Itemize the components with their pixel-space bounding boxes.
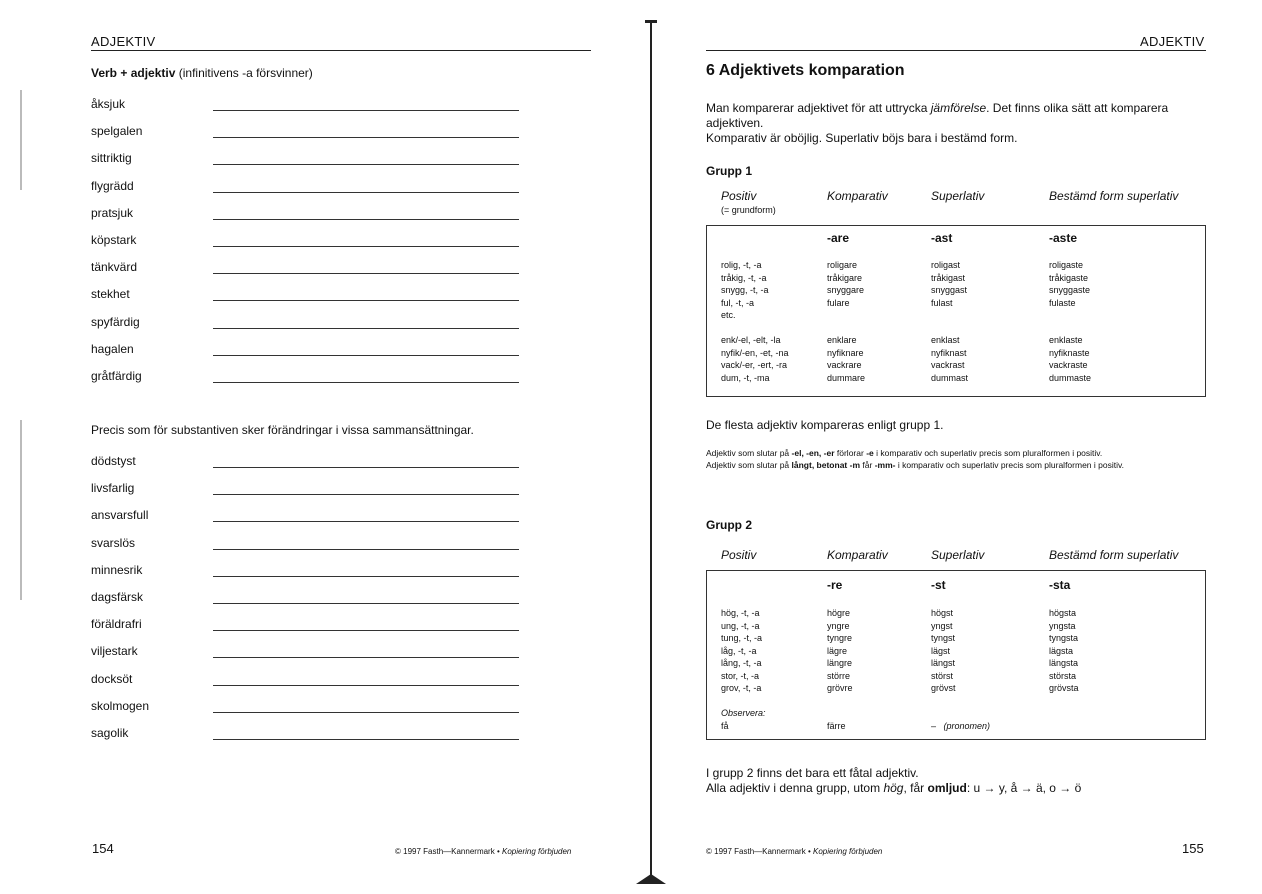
answer-line[interactable] [213,739,519,740]
page-number: 154 [92,841,114,856]
exercise-word: dagsfärsk [91,590,144,604]
copyright: © 1997 Fasth—Kannermark • Kopiering förbjuden [706,847,883,856]
answer-line[interactable] [213,521,519,522]
right-page [632,0,1262,894]
suffix-komparativ: -are [827,231,850,245]
answer-line[interactable] [213,110,519,111]
exercise-word: tänkvärd [91,260,138,275]
g2-bestamd: högsta yngsta tyngsta lägsta längsta största grövsta [1049,608,1079,693]
suffix-superlativ: -ast [931,231,953,245]
exercise-word: åksjuk [91,97,126,111]
g1-bestamd-block-2: enklaste nyfiknaste vackraste dummaste [1049,335,1092,383]
exercise-word: ansvarsfull [91,508,149,523]
exercise-word: pratsjuk [91,205,134,220]
exercise-word: sittriktig [91,151,132,166]
section-title [91,66,313,80]
g2-positiv: hög, -t, -a ung, -t, -a tung, -t, -a låg, -t, -a lång, -t, -a stor, -t, -a grov, -t, -a [721,608,763,693]
exercise-word: minnesrik [91,562,143,577]
exercise-word: spelgalen [91,124,143,139]
col-bestamd: Bestämd form superlativ [1049,189,1179,203]
note-long-m: Adjektiv som slutar på långt, betonat -m får -mm- i komparativ och superlativ precis som pluralformen i positiv. [706,460,1124,470]
obs-komparativ: färre [827,721,846,731]
observera-label: Observera: [721,708,766,718]
exercise-word: spyfärdig [91,314,140,329]
most-follow-group-1: De flesta adjektiv kompareras enligt grupp 1. [706,418,944,432]
exercise-word: föräldrafri [91,617,142,632]
section-title-2: Precis som för substantiven sker förändringar i vissa sammansättningar. [91,423,474,437]
exercise-word: skolmogen [91,698,150,713]
group-2-table [706,570,1206,740]
answer-line[interactable] [213,246,519,247]
exercise-word: svarslös [91,535,136,550]
exercise-word: docksöt [91,671,133,686]
exercise-word: sagolik [91,726,129,740]
section-title-rest: (infinitivens -a försvinner) [178,66,313,80]
exercise-word: köpstark [91,233,137,247]
answer-line[interactable] [213,137,519,138]
col-positiv: Positiv [721,189,757,203]
left-page [0,0,630,894]
group-2-title: Grupp 2 [706,518,753,532]
answer-line[interactable] [213,355,519,356]
section-heading: 6 Adjektivets komparation [706,62,905,79]
g1-superlativ-block-2: enklast nyfiknast vackrast dummast [931,335,969,383]
exercise-word: viljestark [91,644,138,659]
page-number: 155 [1182,841,1204,856]
answer-line[interactable] [213,603,519,604]
intro-paragraph: Man komparerar adjektivet för att uttrycka jämförelse. Det finns olika sätt att komparera adjektiven. Komparativ är oböjlig. Superlativ böjs bara i bestämd form. [706,101,1169,145]
exercise-word: hagalen [91,341,134,356]
copyright: © 1997 Fasth—Kannermark • Kopiering förbjuden [395,847,572,856]
note-el-en-er: Adjektiv som slutar på -el, -en, -er förlorar -e i komparativ och superlativ precis som pluralformen i positiv. [706,448,1103,458]
answer-line[interactable] [213,712,519,713]
page-header: ADJEKTIV [91,34,156,49]
g1-bestamd-block-1: roligaste tråkigaste snyggaste fulaste [1049,260,1091,308]
answer-line[interactable] [213,494,519,495]
answer-line[interactable] [213,219,519,220]
answer-line[interactable] [213,657,519,658]
col-bestamd: Bestämd form superlativ [1049,548,1179,562]
page-header: ADJEKTIV [1140,34,1205,49]
group-1-title: Grupp 1 [706,164,753,178]
obs-superlativ: – (pronomen) [931,721,991,731]
answer-line[interactable] [213,685,519,686]
answer-line[interactable] [213,576,519,577]
answer-line[interactable] [213,382,519,383]
answer-line[interactable] [213,192,519,193]
answer-line[interactable] [213,549,519,550]
col-positiv: Positiv [721,548,757,562]
g2-komparativ: högre yngre tyngre lägre längre större grövre [827,608,853,693]
g1-komparativ-block-1: roligare tråkigare snyggare fulare [827,260,865,308]
exercise-word: flygrädd [91,178,134,193]
answer-line[interactable] [213,467,519,468]
suffix-superlativ: -st [931,578,946,592]
g2-superlativ: högst yngst tyngst lägst längst störst grövst [931,608,956,693]
exercise-word: dödstyst [91,454,136,468]
closing-paragraph: I grupp 2 finns det bara ett fåtal adjektiv. Alla adjektiv i denna grupp, utom hög, får omljud: u → y, å → ä, o → ö [706,766,1082,795]
answer-line[interactable] [213,164,519,165]
answer-line[interactable] [213,630,519,631]
obs-positiv: få [721,721,729,731]
col-superlativ: Superlativ [931,189,985,203]
g1-positiv-block-2: enk/-el, -elt, -la nyfik/-en, -et, -na vack/-er, -ert, -ra dum, -t, -ma [721,335,789,383]
header-rule [706,50,1206,51]
col-positiv-sub: (= grundform) [721,205,776,215]
suffix-bestamd: -aste [1049,231,1078,245]
answer-line[interactable] [213,328,519,329]
exercise-word: livsfarlig [91,481,135,496]
suffix-bestamd: -sta [1049,578,1071,592]
section-title-bold: Verb + adjektiv [91,66,176,80]
exercise-word: gråtfärdig [91,369,142,383]
col-komparativ: Komparativ [827,548,888,562]
exercise-word: stekhet [91,287,130,302]
col-superlativ: Superlativ [931,548,985,562]
answer-line[interactable] [213,273,519,274]
suffix-komparativ: -re [827,578,843,592]
g1-superlativ-block-1: roligast tråkigast snyggast fulast [931,260,968,308]
header-rule [91,50,591,51]
col-komparativ: Komparativ [827,189,888,203]
g1-komparativ-block-2: enklare nyfiknare vackrare dummare [827,335,866,383]
answer-line[interactable] [213,300,519,301]
g1-positiv-block-1: rolig, -t, -a tråkig, -t, -a snygg, -t, -a ful, -t, -a etc. [721,260,769,320]
